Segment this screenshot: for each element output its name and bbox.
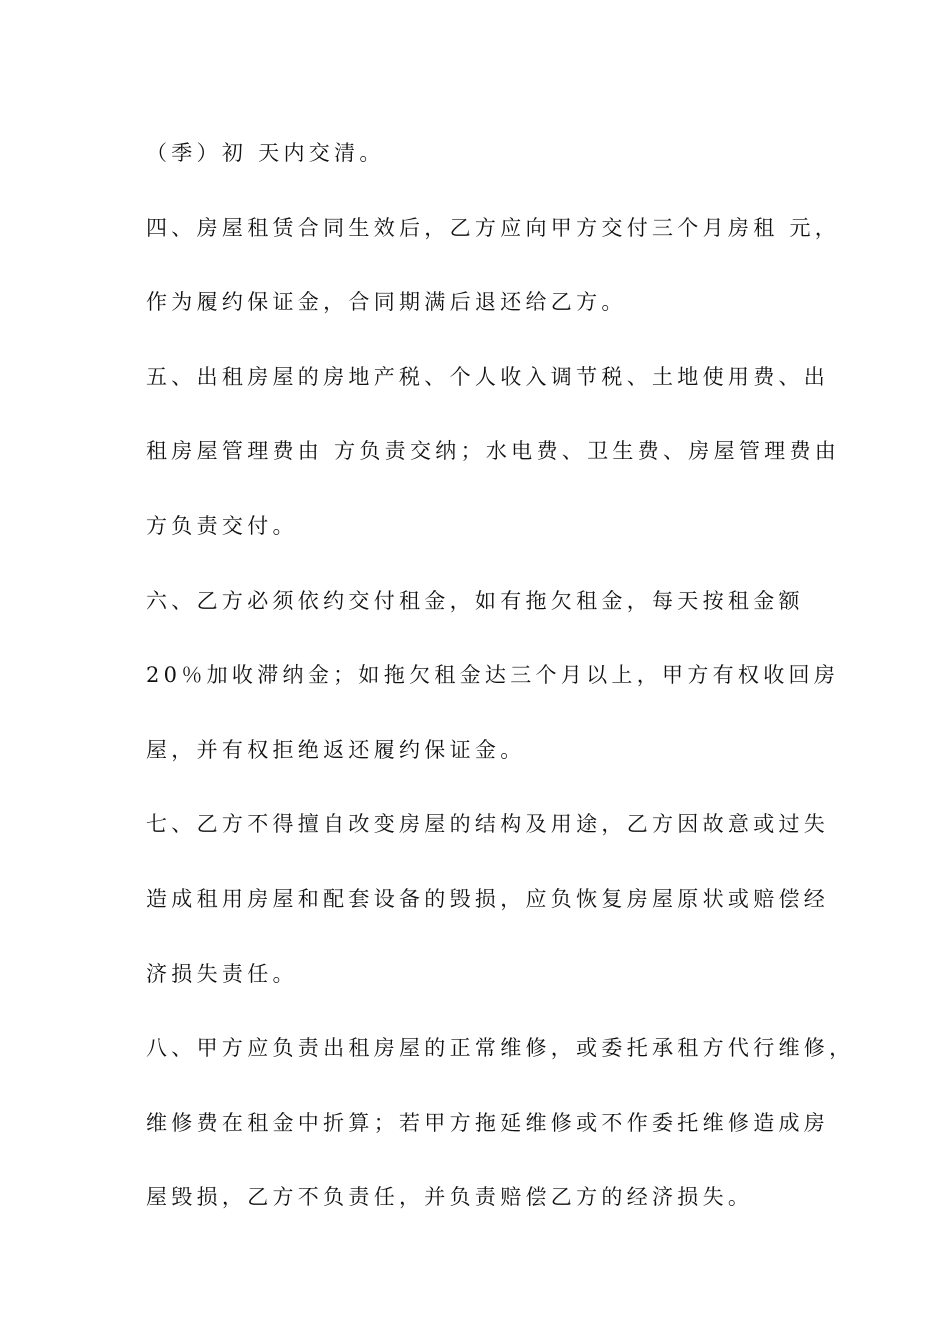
text-line-11: 造成租用房屋和配套设备的毁损，应负恢复房屋原状或赔偿经 [146, 886, 830, 911]
text-line-8: 20％加收滞纳金；如拖欠租金达三个月以上，甲方有权收回房 [146, 663, 840, 688]
text-line-15: 屋毁损，乙方不负责任，并负责赔偿乙方的经济损失。 [146, 1185, 754, 1210]
text-line-6: 方负责交付。 [146, 513, 298, 538]
text-line-1: （季）初 天内交清。 [146, 141, 385, 165]
contract-text [146, 116, 855, 1235]
text-line-10: 七、乙方不得擅自改变房屋的结构及用途，乙方因故意或过失 [146, 812, 830, 837]
text-line-14: 维修费在租金中折算；若甲方拖延维修或不作委托维修造成房 [146, 1110, 830, 1135]
text-line-5: 租房屋管理费由 方负责交纳；水电费、卫生费、房屋管理费由 [146, 439, 841, 464]
text-line-13: 八、甲方应负责出租房屋的正常维修，或委托承租方代行维修， [146, 1036, 855, 1061]
text-line-12: 济损失责任。 [146, 961, 298, 986]
text-line-7: 六、乙方必须依约交付租金，如有拖欠租金，每天按租金额 [146, 588, 804, 613]
text-line-9: 屋，并有权拒绝返还履约保证金。 [146, 737, 526, 762]
text-line-4: 五、出租房屋的房地产税、个人收入调节税、土地使用费、出 [146, 364, 830, 389]
text-line-2: 四、房屋租赁合同生效后，乙方应向甲方交付三个月房租 元， [146, 215, 841, 240]
text-line-3: 作为履约保证金，合同期满后退还给乙方。 [146, 290, 627, 315]
